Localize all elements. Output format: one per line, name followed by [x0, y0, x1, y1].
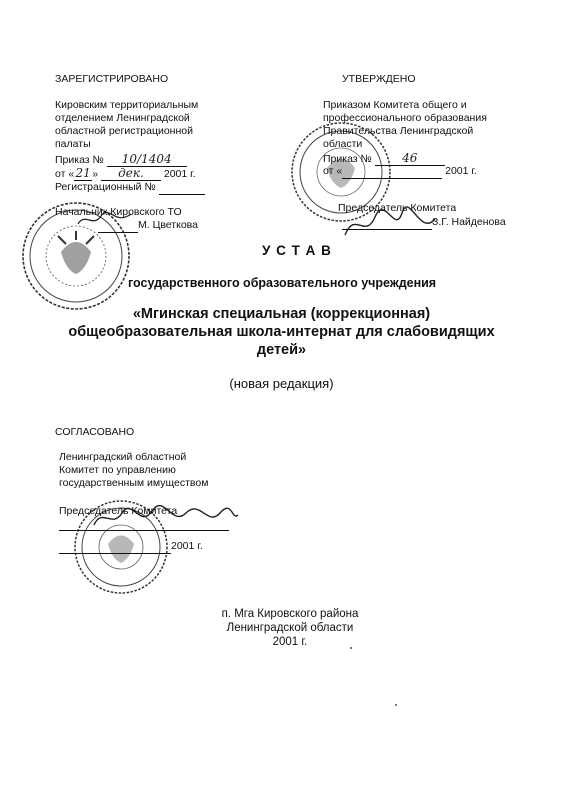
- charter-name-line-2: общеобразовательная школа-интернат для слабовидящих: [68, 324, 495, 340]
- approved-line-2: профессионального образования: [323, 112, 487, 124]
- approved-date-prefix: от «: [323, 165, 343, 177]
- registered-reg-label: Регистрационный №: [55, 181, 156, 193]
- scan-speck: [350, 647, 352, 649]
- approved-line-4: области: [323, 138, 363, 150]
- approved-chair-title: Председатель Комитета: [338, 202, 457, 214]
- agreed-date: [59, 540, 203, 554]
- approved-line-1: Приказом Комитета общего и: [323, 99, 467, 111]
- approved-line-3: Правительства Ленинградской: [323, 125, 474, 137]
- agreed-date-suffix: 2001 г.: [171, 540, 203, 552]
- approved-date-suffix: 2001 г.: [445, 165, 477, 177]
- approved-chair-name: [342, 216, 506, 230]
- charter-subtitle: государственного образовательного учреждения: [128, 276, 437, 290]
- registered-date-month: дек.: [101, 167, 161, 181]
- approved-date: [323, 165, 477, 179]
- agreed-line-1: Ленинградский областной: [59, 451, 187, 463]
- agreed-signature-line: [59, 517, 229, 531]
- registered-line-2: отделением Ленинградской: [55, 112, 190, 124]
- registered-line-4: палаты: [55, 138, 91, 150]
- registered-line-3: областной регистрационной: [55, 125, 193, 137]
- registered-date: [55, 167, 196, 181]
- registered-date-day: 21: [75, 166, 91, 180]
- charter-edition: (новая редакция): [229, 376, 334, 391]
- registered-date-suffix: 2001 г.: [163, 168, 196, 180]
- registered-order: [55, 153, 187, 167]
- registered-heading: ЗАРЕГИСТРИРОВАНО: [55, 73, 169, 85]
- registered-order-number: 10/1404: [107, 153, 187, 167]
- registered-chief-name-text: М. Цветкова: [138, 219, 198, 231]
- charter-title: У С Т А В: [262, 243, 332, 258]
- scan-speck: [395, 704, 397, 706]
- approved-order-label: Приказ №: [323, 153, 372, 165]
- registered-chief-title: Начальник Кировского ТО: [55, 206, 182, 218]
- agreed-line-3: государственным имуществом: [59, 477, 209, 489]
- approved-chair-name-text: З.Г. Найденова: [432, 216, 506, 228]
- footer-line-3: 2001 г.: [272, 636, 308, 648]
- registered-line-1: Кировским территориальным: [55, 99, 199, 111]
- registered-reg-number: [55, 181, 205, 195]
- registered-chief-name: [98, 219, 198, 233]
- charter-name-line-3: детей»: [256, 342, 307, 358]
- registered-date-mid: »: [92, 168, 99, 180]
- agreed-heading: СОГЛАСОВАНО: [55, 426, 135, 438]
- agreed-chair-title: Председатель Комитета: [59, 505, 178, 517]
- agreed-line-2: Комитет по управлению: [59, 464, 176, 476]
- approved-heading: УТВЕРЖДЕНО: [342, 73, 416, 85]
- registered-date-prefix: от «: [55, 168, 75, 180]
- footer-line-1: п. Мга Кировского района: [221, 608, 359, 620]
- charter-name-line-1: «Мгинская специальная (коррекционная): [132, 306, 431, 322]
- approved-order: [323, 152, 445, 166]
- approved-order-number: 46: [375, 152, 445, 166]
- registered-order-label: Приказ №: [55, 154, 104, 166]
- footer-line-2: Ленинградской области: [226, 622, 354, 634]
